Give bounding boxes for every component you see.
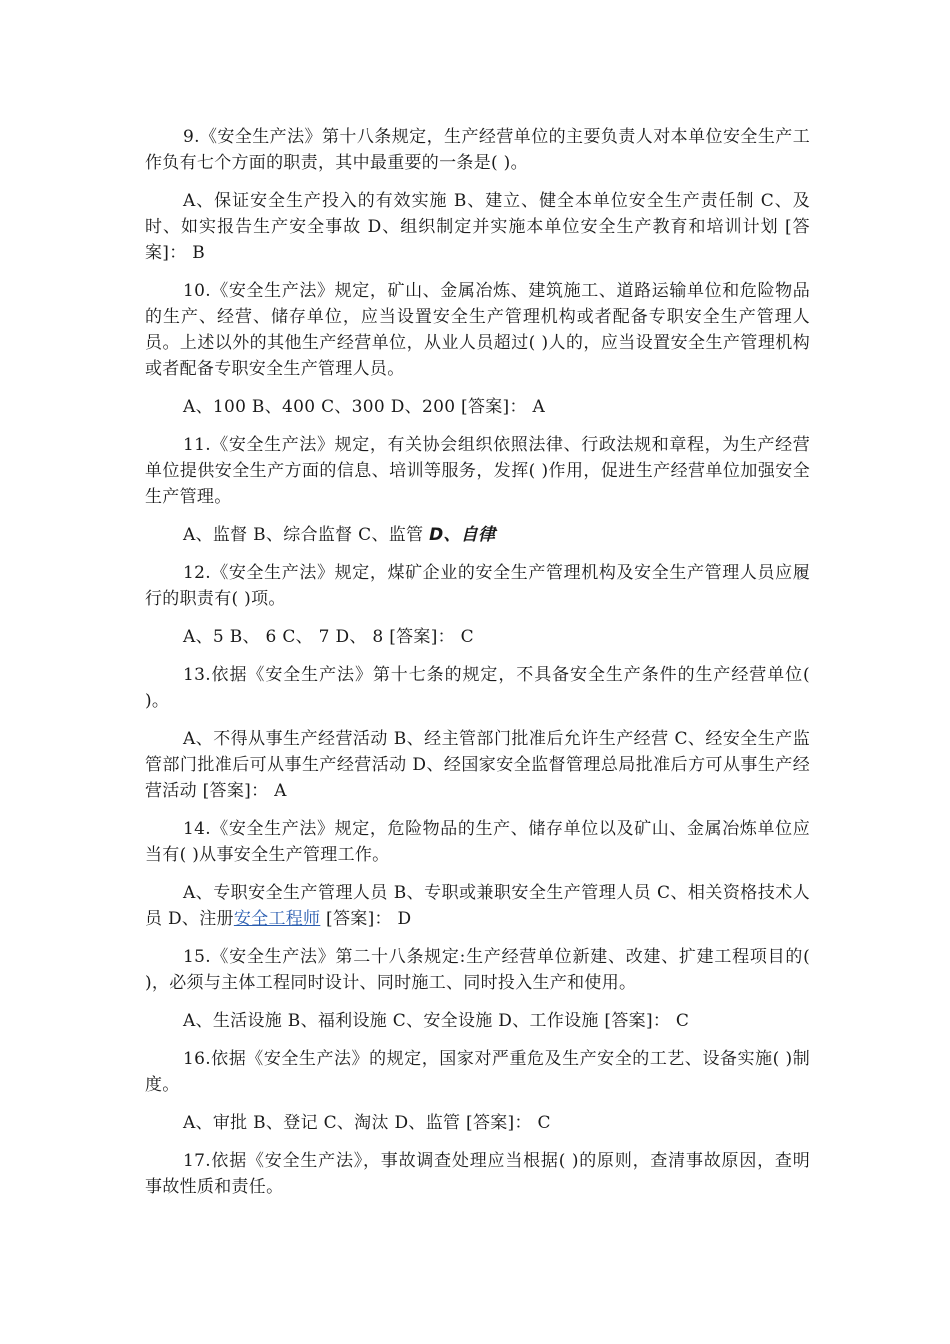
options-13: A、不得从事生产经营活动 B、经主管部门批准后允许生产经营 C、经安全生产监管部门批准后可从事生产经营活动 D、经国家安全监督管理总局批准后方可从事生产经营活动 [答案]： A (145, 729, 810, 801)
question-16: 16.依据《安全生产法》的规定，国家对严重危及生产安全的工艺、设备实施( )制度。 (145, 1049, 810, 1095)
options-11-plain: A、监督 B、综合监督 C、监管 (183, 525, 430, 545)
question-17: 17.依据《安全生产法》，事故调查处理应当根据( )的原则，查清事故原因，查明事故性质和责任。 (145, 1151, 810, 1197)
options-14-after: [答案]： D (320, 909, 412, 929)
options-11 (145, 522, 810, 548)
safety-engineer-link[interactable]: 安全工程师 (233, 909, 321, 929)
options-10: A、100 B、400 C、300 D、200 [答案]： A (183, 397, 546, 417)
options-15: A、生活设施 B、福利设施 C、安全设施 D、工作设施 [答案]： C (183, 1011, 690, 1031)
question-11: 11.《安全生产法》规定，有关协会组织依照法律、行政法规和章程，为生产经营单位提供安全生产方面的信息、培训等服务，发挥( )作用，促进生产经营单位加强安全生产管理。 (145, 435, 810, 507)
question-10: 10.《安全生产法》规定，矿山、金属冶炼、建筑施工、道路运输单位和危险物品的生产、经营、储存单位，应当设置安全生产管理机构或者配备专职安全生产管理人员。上述以外的其他生产经营单位，从业人员超过( )人的，应当设置安全生产管理机构或者配备专职安全生产管理人员。 (145, 281, 810, 379)
question-15: 15.《安全生产法》第二十八条规定:生产经营单位新建、改建、扩建工程项目的( )，必须与主体工程同时设计、同时施工、同时投入生产和使用。 (145, 947, 810, 993)
options-9: A、保证安全生产投入的有效实施 B、建立、健全本单位安全生产责任制 C、及时、如实报告生产安全事故 D、组织制定并实施本单位安全生产教育和培训计划 [答案]： B (145, 191, 810, 263)
options-16: A、审批 B、登记 C、淘汰 D、监管 [答案]： C (183, 1113, 551, 1133)
options-14 (145, 880, 810, 932)
question-13: 13.依据《安全生产法》第十七条的规定，不具备安全生产条件的生产经营单位( )。 (145, 665, 810, 711)
question-14: 14.《安全生产法》规定，危险物品的生产、储存单位以及矿山、金属冶炼单位应当有( )从事安全生产管理工作。 (145, 819, 810, 865)
question-9: 9.《安全生产法》第十八条规定，生产经营单位的主要负责人对本单位安全生产工作负有七个方面的职责，其中最重要的一条是( )。 (145, 127, 810, 173)
options-12: A、5 B、 6 C、 7 D、 8 [答案]： C (183, 627, 474, 647)
options-14-before: A、专职安全生产管理人员 B、专职或兼职安全生产管理人员 C、相关资格技术人员 D、注册 (145, 883, 810, 929)
options-11-emphasis: D、自律 (429, 525, 496, 545)
question-12: 12.《安全生产法》规定，煤矿企业的安全生产管理机构及安全生产管理人员应履行的职责有( )项。 (145, 563, 810, 609)
